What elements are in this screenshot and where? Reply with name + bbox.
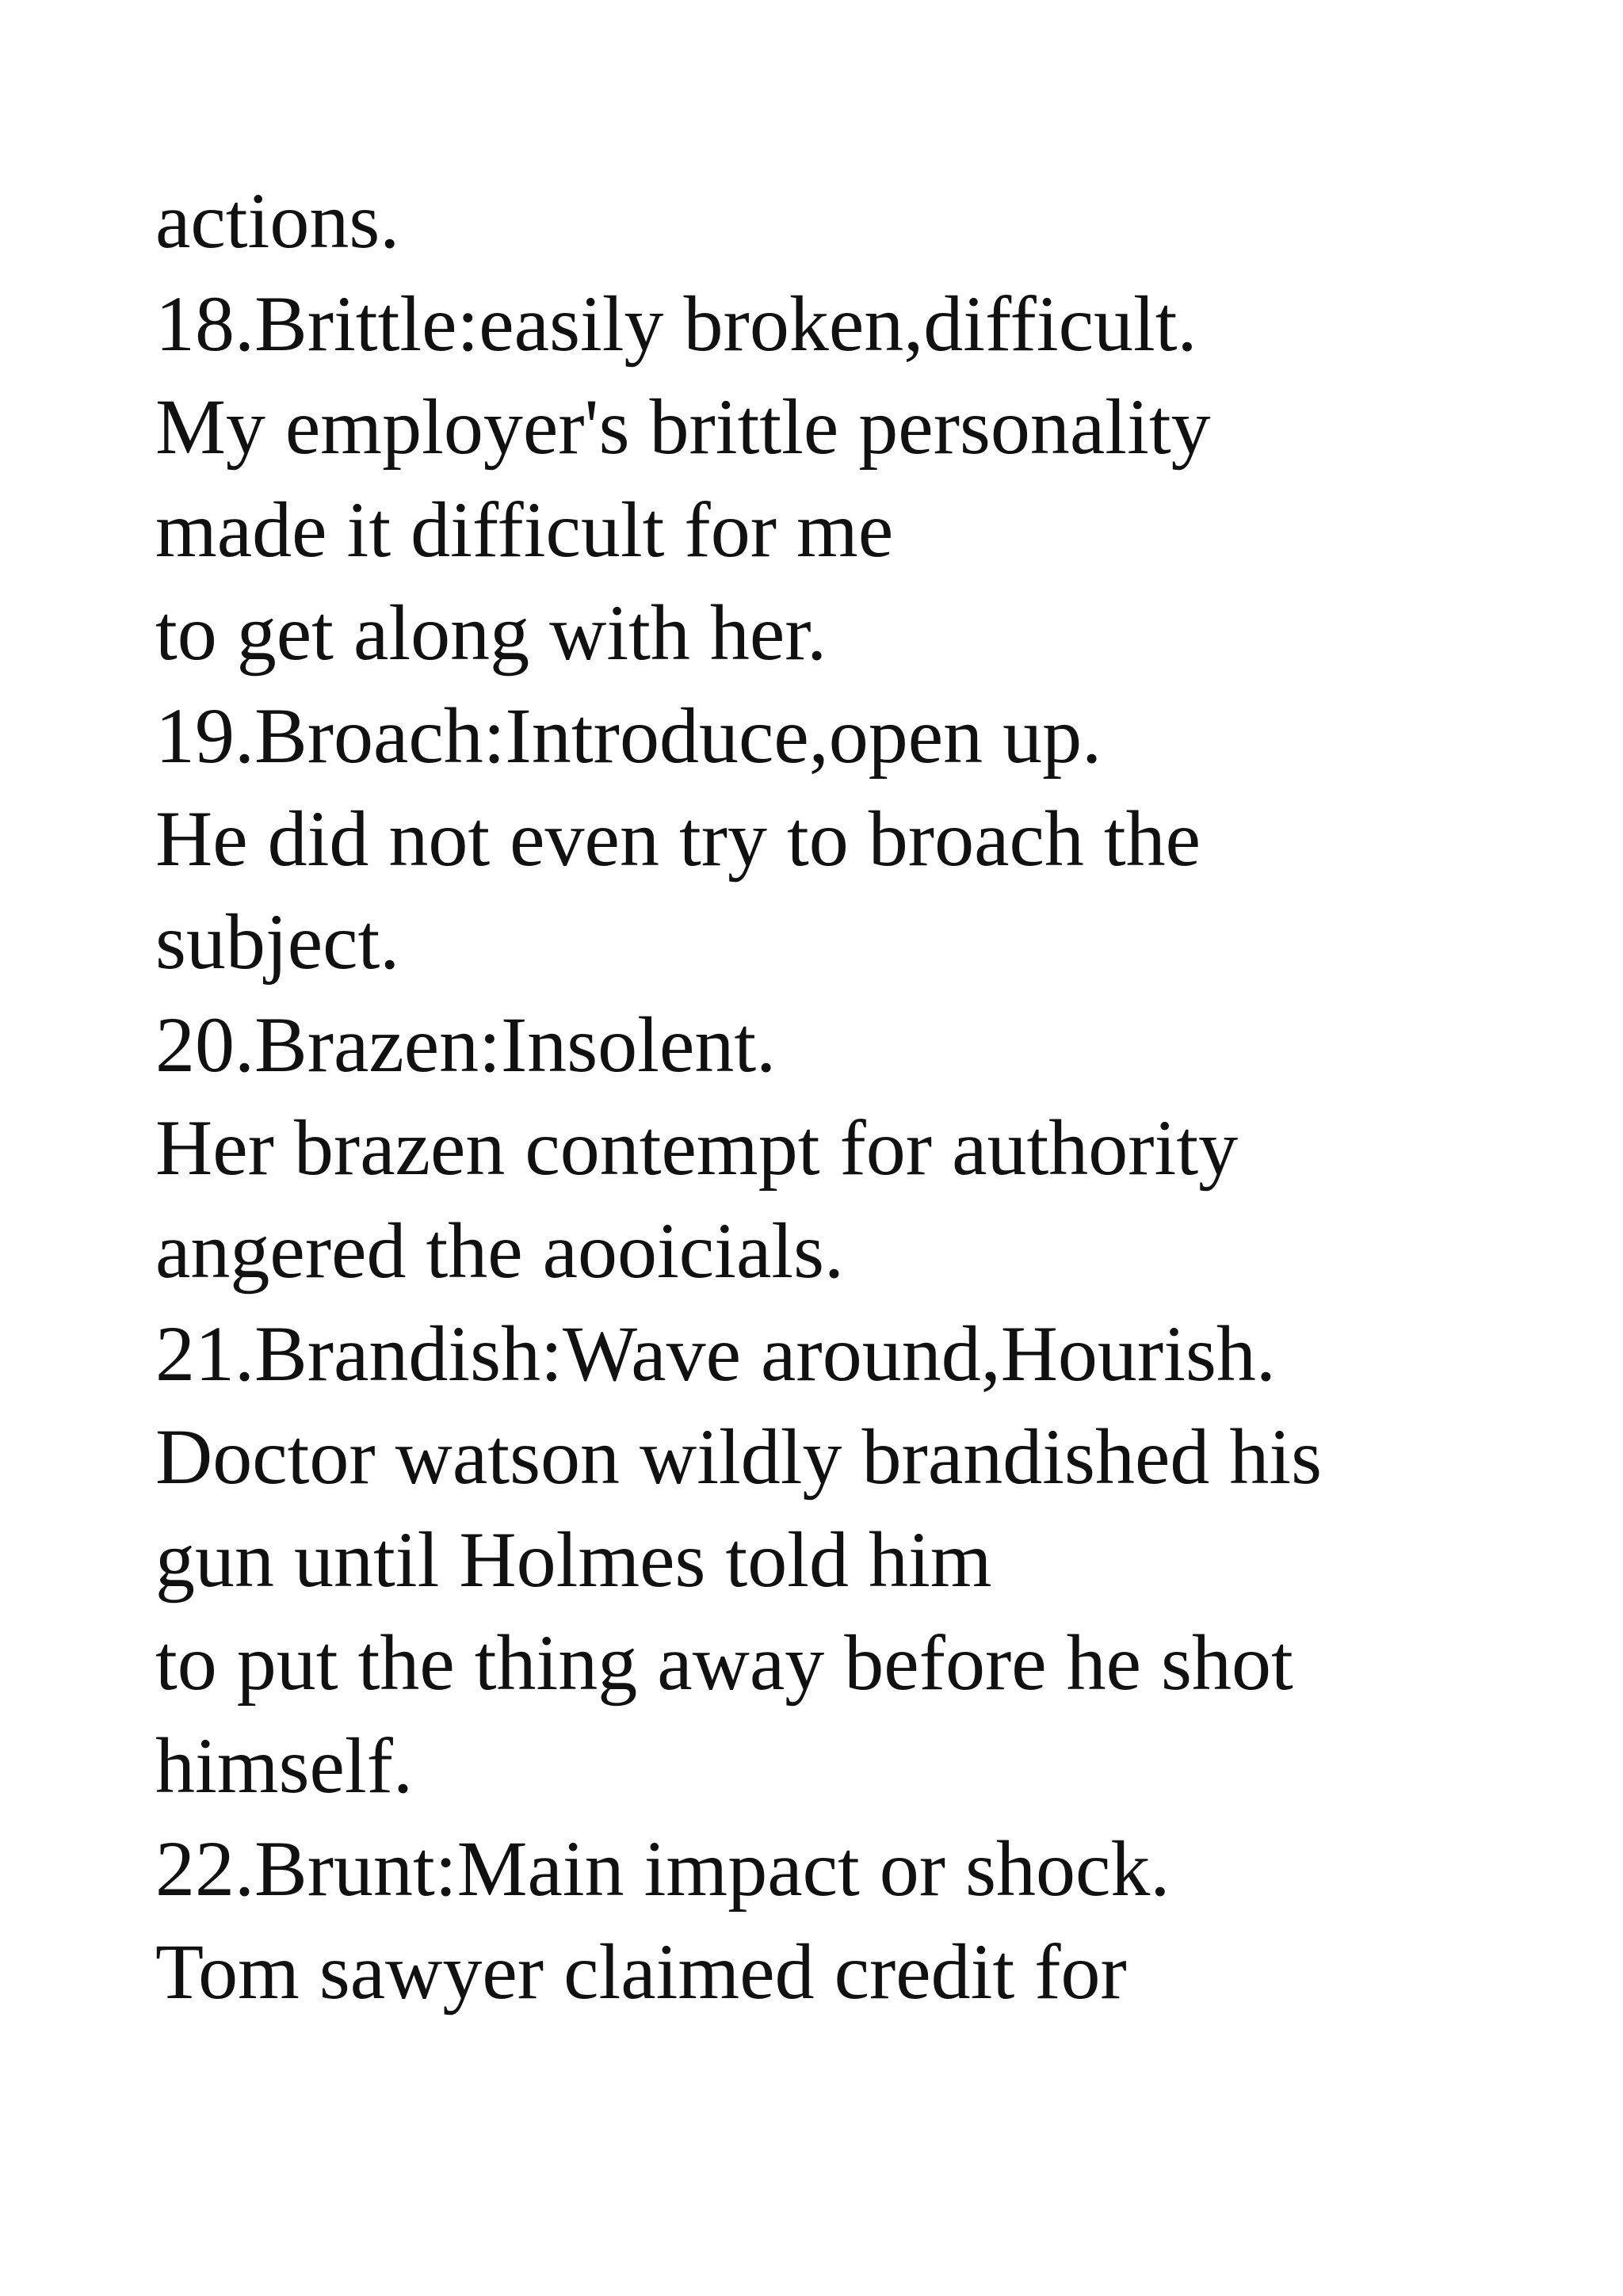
document-page xyxy=(155,170,1623,2023)
text-line: 22.Brunt:Main impact or shock. xyxy=(155,1825,1170,1913)
text-line: made it difficult for me xyxy=(155,486,894,574)
text-line: Her brazen contempt for authority xyxy=(155,1104,1239,1192)
text-line: Doctor watson wildly brandished his xyxy=(155,1413,1323,1501)
text-line: He did not even try to broach the xyxy=(155,795,1201,883)
text-line: 18.Brittle:easily broken,difficult. xyxy=(155,280,1197,368)
text-line: actions. xyxy=(155,177,400,265)
text-line: gun until Holmes told him xyxy=(155,1516,992,1604)
text-line: 19.Broach:Introduce,open up. xyxy=(155,692,1102,780)
text-line: to put the thing away before he shot xyxy=(155,1619,1293,1707)
text-line: My employer's brittle personality xyxy=(155,383,1211,471)
text-line: 20.Brazen:Insolent. xyxy=(155,1001,777,1089)
text-line: Tom sawyer claimed credit for xyxy=(155,1928,1127,2016)
text-line: angered the aooicials. xyxy=(155,1207,845,1295)
text-line: to get along with her. xyxy=(155,589,827,677)
text-line: himself. xyxy=(155,1722,413,1810)
text-line: subject. xyxy=(155,898,400,986)
text-line: 21.Brandish:Wave around,Hourish. xyxy=(155,1310,1276,1398)
